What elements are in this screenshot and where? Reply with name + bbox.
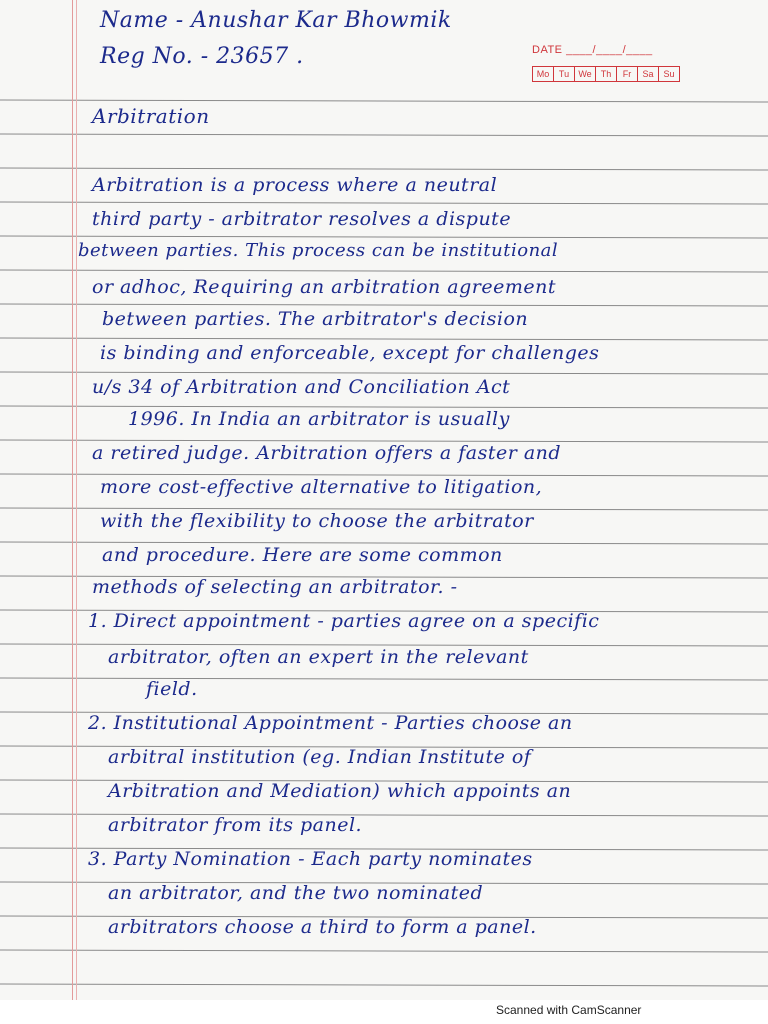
date-label: DATE ____/____/____ — [532, 44, 653, 56]
ruled-line — [0, 372, 768, 374]
ruled-line — [0, 236, 768, 238]
ruled-line — [0, 304, 768, 306]
text-line: between parties. This process can be institutional — [78, 240, 559, 261]
weekday-mo: Mo — [532, 66, 554, 82]
ruled-line — [0, 202, 768, 204]
list-item-direct-appointment: 1. Direct appointment - parties agree on a specific — [88, 610, 600, 632]
ruled-line — [0, 134, 768, 136]
text-line: arbitrators choose a third to form a panel. — [108, 916, 537, 938]
text-line: more cost-effective alternative to litigation, — [100, 476, 543, 498]
text-line: a retired judge. Arbitration offers a faster and — [92, 442, 562, 464]
weekday-su: Su — [659, 66, 680, 82]
text-line: with the flexibility to choose the arbitrator — [100, 510, 534, 532]
list-item-party-nomination: 3. Party Nomination - Each party nominates — [88, 848, 533, 870]
text-line: third party - arbitrator resolves a dispute — [92, 208, 512, 230]
ruled-line — [0, 100, 768, 102]
weekday-boxes — [532, 66, 680, 82]
camscanner-watermark: Scanned with CamScanner — [496, 1003, 642, 1017]
text-line: arbitrator from its panel. — [108, 814, 363, 836]
text-line: an arbitrator, and the two nominated — [108, 882, 484, 904]
text-line: Arbitration is a process where a neutral — [92, 174, 498, 196]
text-line: arbitral institution (eg. Indian Institute of — [108, 746, 532, 768]
text-line: or adhoc, Requiring an arbitration agreement — [92, 276, 556, 298]
text-line: and procedure. Here are some common — [102, 544, 503, 566]
list-item-institutional-appointment: 2. Institutional Appointment - Parties choose an — [88, 712, 573, 734]
ruled-line — [0, 270, 768, 272]
text-line: Arbitration and Mediation) which appoints an — [108, 780, 572, 802]
student-name: Name - Anushar Kar Bhowmik — [100, 8, 452, 33]
text-line: field. — [146, 678, 198, 700]
ruled-line — [0, 338, 768, 340]
text-line: arbitrator, often an expert in the relevant — [108, 646, 529, 668]
text-line: u/s 34 of Arbitration and Conciliation Act — [92, 376, 511, 398]
ruled-line — [0, 984, 768, 986]
margin-line — [72, 0, 73, 1000]
weekday-sa: Sa — [638, 66, 659, 82]
ruled-line — [0, 678, 768, 680]
text-line: is binding and enforceable, except for challenges — [100, 342, 600, 364]
page-title: Arbitration — [92, 104, 210, 128]
scan-footer — [0, 1000, 768, 1024]
registration-number: Reg No. - 23657 . — [100, 44, 304, 69]
weekday-fr: Fr — [617, 66, 638, 82]
margin-line-inner — [76, 0, 77, 1000]
ruled-line — [0, 950, 768, 952]
weekday-th: Th — [596, 66, 617, 82]
text-line: 1996. In India an arbitrator is usually — [128, 408, 510, 430]
weekday-tu: Tu — [554, 66, 575, 82]
text-line: methods of selecting an arbitrator. - — [92, 576, 458, 598]
text-line: between parties. The arbitrator's decision — [102, 308, 529, 330]
ruled-line — [0, 168, 768, 170]
date-box — [532, 44, 702, 86]
weekday-we: We — [575, 66, 596, 82]
